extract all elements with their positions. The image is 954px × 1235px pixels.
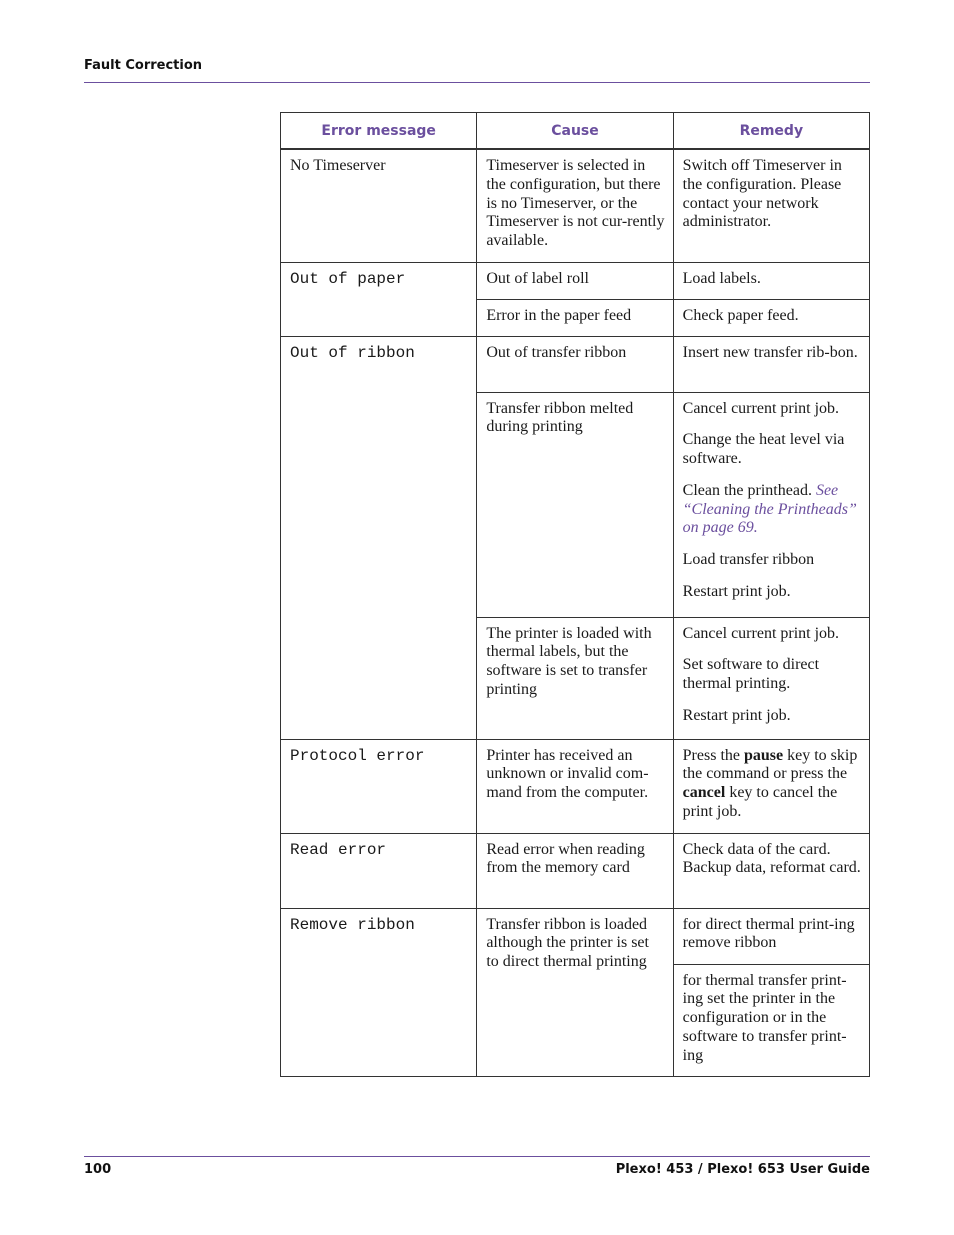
remedy-cell xyxy=(673,392,869,617)
error-message-cell: Out of paper xyxy=(281,262,477,336)
error-message-cell: Read error xyxy=(281,833,477,908)
table-row xyxy=(281,262,870,299)
remedy-step: Restart print job. xyxy=(682,583,791,601)
remedy-cell: Switch off Timeserver in the configuration. Please contact your network administrator. xyxy=(673,149,869,262)
remedy-cell: Check data of the card. Backup data, reformat card. xyxy=(673,833,869,908)
remedy-text: key to cancel the print job. xyxy=(682,784,838,820)
cause-cell: Transfer ribbon is loaded although the printer is set to direct thermal printing xyxy=(477,908,673,1076)
remedy-step: Cancel current print job. xyxy=(682,624,840,642)
remedy-cell: Insert new transfer rib-bon. xyxy=(673,336,869,392)
running-header: Fault Correction xyxy=(84,58,203,73)
fault-table xyxy=(280,112,870,1077)
cause-cell: Timeserver is selected in the configuration, but there is no Timeserver, or the Timeserver is not cur-rently available. xyxy=(477,149,673,262)
error-message-cell: Protocol error xyxy=(281,739,477,833)
error-message-cell: No Timeserver xyxy=(281,149,477,262)
cause-cell: Out of transfer ribbon xyxy=(477,336,673,392)
remedy-step xyxy=(683,482,861,538)
page-number: 100 xyxy=(84,1162,112,1177)
table-row xyxy=(281,833,870,908)
column-header-remedy: Remedy xyxy=(673,113,869,150)
table-row xyxy=(281,149,870,262)
remedy-cell: Check paper feed. xyxy=(673,299,869,336)
error-message-cell: Out of ribbon xyxy=(281,336,477,739)
cancel-key-label: cancel xyxy=(682,784,726,802)
remedy-step: Load transfer ribbon xyxy=(682,551,815,569)
cause-cell: Error in the paper feed xyxy=(477,299,673,336)
pause-key-label: pause xyxy=(743,746,784,764)
remedy-step: Set software to direct thermal printing. xyxy=(682,656,820,693)
remedy-cell xyxy=(673,739,869,833)
guide-title: Plexo! 453 / Plexo! 653 User Guide xyxy=(615,1162,870,1177)
table-row xyxy=(281,336,870,392)
remedy-text: Press the xyxy=(682,746,740,764)
error-message-cell: Remove ribbon xyxy=(281,908,477,1076)
remedy-cell: Load labels. xyxy=(673,262,869,299)
cause-cell: The printer is loaded with thermal labels, but the software is set to transfer printing xyxy=(477,617,673,739)
remedy-step: Change the heat level via software. xyxy=(682,431,845,468)
remedy-text: key to skip the command or press the xyxy=(682,746,858,783)
cause-cell: Read error when reading from the memory card xyxy=(477,833,673,908)
remedy-cell: for direct thermal print-ing remove ribbon xyxy=(673,908,869,964)
remedy-cell: for thermal transfer print-ing set the printer in the configuration or in the software to transfer print-ing xyxy=(673,964,869,1076)
table-row xyxy=(281,908,870,964)
column-header-error-message: Error message xyxy=(281,113,477,150)
remedy-step: Cancel current print job. xyxy=(682,399,840,417)
cross-reference-link[interactable]: See “Cleaning the Printheads” on page 69. xyxy=(682,481,857,537)
table-header-row xyxy=(281,113,870,150)
footer-rule xyxy=(84,1156,870,1157)
header-rule xyxy=(84,82,870,83)
remedy-cell xyxy=(673,617,869,739)
cause-cell: Out of label roll xyxy=(477,262,673,299)
cause-cell: Transfer ribbon melted during printing xyxy=(477,392,673,617)
column-header-cause: Cause xyxy=(477,113,673,150)
remedy-text: Clean the printhead. xyxy=(682,481,812,499)
table-row xyxy=(281,739,870,833)
cause-cell: Printer has received an unknown or invalid com-mand from the computer. xyxy=(477,739,673,833)
remedy-step: Restart print job. xyxy=(682,706,791,724)
